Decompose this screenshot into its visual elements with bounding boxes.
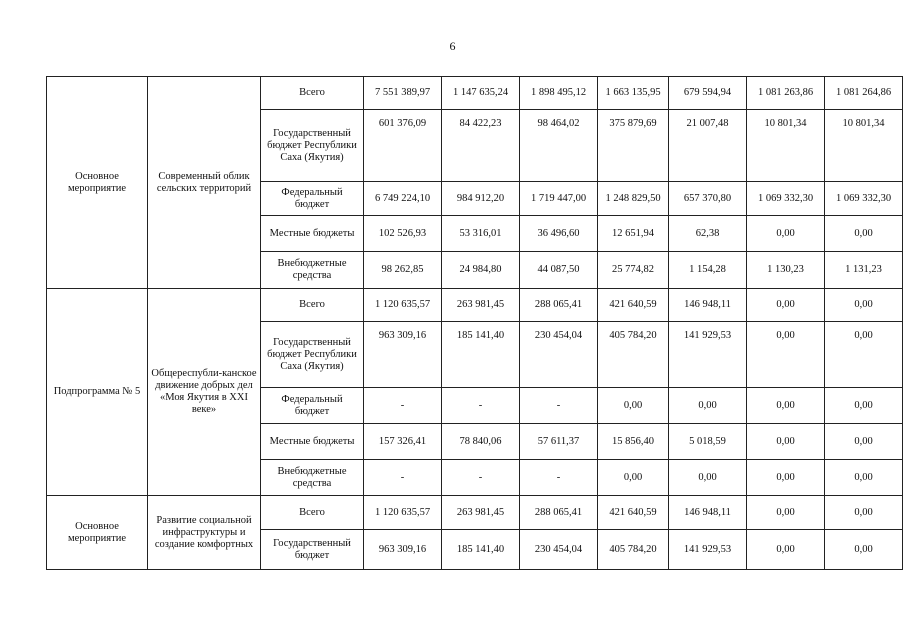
amount-cell: 601 376,09: [364, 110, 442, 182]
amount-cell: -: [520, 388, 598, 424]
amount-cell: 0,00: [598, 460, 669, 496]
funding-source-cell: Всего: [261, 496, 364, 530]
amount-cell: 288 065,41: [520, 289, 598, 322]
amount-cell: 10 801,34: [747, 110, 825, 182]
amount-cell: 963 309,16: [364, 322, 442, 388]
table-row: [47, 289, 903, 322]
amount-cell: 44 087,50: [520, 252, 598, 289]
amount-cell: 78 840,06: [442, 424, 520, 460]
amount-cell: 657 370,80: [669, 182, 747, 216]
amount-cell: 0,00: [825, 460, 903, 496]
amount-cell: 10 801,34: [825, 110, 903, 182]
amount-cell: 62,38: [669, 216, 747, 252]
amount-cell: 0,00: [747, 216, 825, 252]
amount-cell: 24 984,80: [442, 252, 520, 289]
funding-source-cell: Местные бюджеты: [261, 424, 364, 460]
amount-cell: 0,00: [598, 388, 669, 424]
amount-cell: 1 248 829,50: [598, 182, 669, 216]
amount-cell: 21 007,48: [669, 110, 747, 182]
amount-cell: 1 719 447,00: [520, 182, 598, 216]
amount-cell: 0,00: [825, 388, 903, 424]
amount-cell: 141 929,53: [669, 322, 747, 388]
funding-source-cell: Внебюджетные средства: [261, 252, 364, 289]
funding-source-cell: Государственный бюджет: [261, 530, 364, 570]
amount-cell: 1 120 635,57: [364, 289, 442, 322]
item-name-cell: Современный облик сельских территорий: [148, 77, 261, 289]
amount-cell: 1 120 635,57: [364, 496, 442, 530]
funding-source-cell: Всего: [261, 289, 364, 322]
item-type-cell: Основное мероприятие: [47, 496, 148, 570]
amount-cell: 0,00: [669, 388, 747, 424]
amount-cell: 141 929,53: [669, 530, 747, 570]
amount-cell: 0,00: [825, 530, 903, 570]
amount-cell: 157 326,41: [364, 424, 442, 460]
amount-cell: 679 594,94: [669, 77, 747, 110]
amount-cell: 0,00: [825, 289, 903, 322]
amount-cell: -: [442, 460, 520, 496]
amount-cell: 375 879,69: [598, 110, 669, 182]
amount-cell: 1 081 263,86: [747, 77, 825, 110]
amount-cell: 421 640,59: [598, 289, 669, 322]
table-row: [47, 77, 903, 110]
amount-cell: 1 147 635,24: [442, 77, 520, 110]
amount-cell: 1 131,23: [825, 252, 903, 289]
amount-cell: 963 309,16: [364, 530, 442, 570]
amount-cell: 230 454,04: [520, 530, 598, 570]
funding-source-cell: Внебюджетные средства: [261, 460, 364, 496]
amount-cell: 6 749 224,10: [364, 182, 442, 216]
amount-cell: 0,00: [747, 388, 825, 424]
budget-table: [46, 76, 903, 570]
amount-cell: 146 948,11: [669, 496, 747, 530]
amount-cell: 0,00: [825, 322, 903, 388]
amount-cell: 185 141,40: [442, 322, 520, 388]
funding-source-cell: Государственный бюджет Республики Саха (Якутия): [261, 322, 364, 388]
funding-source-cell: Местные бюджеты: [261, 216, 364, 252]
page-number: 6: [449, 39, 456, 53]
amount-cell: 84 422,23: [442, 110, 520, 182]
amount-cell: 57 611,37: [520, 424, 598, 460]
amount-cell: 405 784,20: [598, 322, 669, 388]
amount-cell: 185 141,40: [442, 530, 520, 570]
amount-cell: 0,00: [747, 460, 825, 496]
amount-cell: 5 018,59: [669, 424, 747, 460]
amount-cell: 0,00: [825, 424, 903, 460]
amount-cell: 0,00: [825, 496, 903, 530]
item-name-cell: Развитие социальной инфраструктуры и создание комфортных: [148, 496, 261, 570]
amount-cell: 1 069 332,30: [825, 182, 903, 216]
amount-cell: 1 069 332,30: [747, 182, 825, 216]
amount-cell: -: [520, 460, 598, 496]
amount-cell: 7 551 389,97: [364, 77, 442, 110]
amount-cell: 12 651,94: [598, 216, 669, 252]
amount-cell: 0,00: [747, 322, 825, 388]
amount-cell: 146 948,11: [669, 289, 747, 322]
amount-cell: 102 526,93: [364, 216, 442, 252]
amount-cell: 1 663 135,95: [598, 77, 669, 110]
amount-cell: 53 316,01: [442, 216, 520, 252]
amount-cell: 0,00: [747, 530, 825, 570]
amount-cell: -: [364, 460, 442, 496]
amount-cell: -: [442, 388, 520, 424]
amount-cell: 1 154,28: [669, 252, 747, 289]
amount-cell: 1 130,23: [747, 252, 825, 289]
amount-cell: 263 981,45: [442, 496, 520, 530]
amount-cell: 98 262,85: [364, 252, 442, 289]
table-row: [47, 496, 903, 530]
amount-cell: 0,00: [669, 460, 747, 496]
amount-cell: 288 065,41: [520, 496, 598, 530]
funding-source-cell: Государственный бюджет Республики Саха (Якутия): [261, 110, 364, 182]
item-type-cell: Подпрограмма № 5: [47, 289, 148, 496]
amount-cell: 36 496,60: [520, 216, 598, 252]
amount-cell: 405 784,20: [598, 530, 669, 570]
amount-cell: 98 464,02: [520, 110, 598, 182]
amount-cell: 0,00: [747, 424, 825, 460]
funding-source-cell: Федеральный бюджет: [261, 182, 364, 216]
amount-cell: 15 856,40: [598, 424, 669, 460]
amount-cell: 0,00: [825, 216, 903, 252]
amount-cell: 421 640,59: [598, 496, 669, 530]
amount-cell: 0,00: [747, 289, 825, 322]
amount-cell: 1 898 495,12: [520, 77, 598, 110]
funding-source-cell: Федеральный бюджет: [261, 388, 364, 424]
funding-source-cell: Всего: [261, 77, 364, 110]
item-type-cell: Основное мероприятие: [47, 77, 148, 289]
item-name-cell: Общереспубли-канское движение добрых дел «Моя Якутия в XXI веке»: [148, 289, 261, 496]
amount-cell: 263 981,45: [442, 289, 520, 322]
amount-cell: -: [364, 388, 442, 424]
amount-cell: 230 454,04: [520, 322, 598, 388]
amount-cell: 25 774,82: [598, 252, 669, 289]
amount-cell: 984 912,20: [442, 182, 520, 216]
amount-cell: 0,00: [747, 496, 825, 530]
amount-cell: 1 081 264,86: [825, 77, 903, 110]
